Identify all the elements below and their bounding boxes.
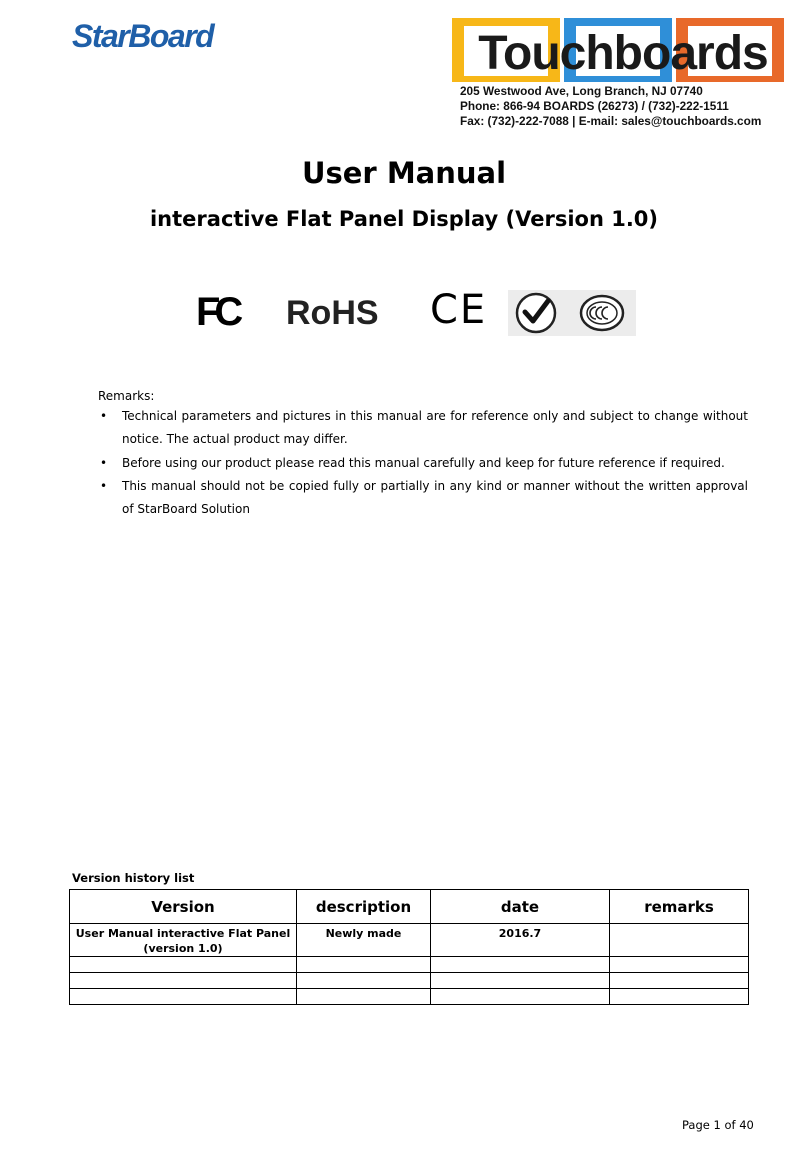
remark-text: This manual should not be copied fully or partially in any kind or manner without the written approval of StarBoard Solution <box>122 479 748 516</box>
remark-item <box>100 405 748 451</box>
phone-line: Phone: 866-94 BOARDS (26273) / (732)-222-1511 <box>460 99 729 113</box>
table-row-empty <box>70 957 749 973</box>
column-header-remarks: remarks <box>610 890 749 924</box>
table-row-empty <box>70 973 749 989</box>
table-row <box>70 924 749 957</box>
address-line: 205 Westwood Ave, Long Branch, NJ 07740 <box>460 84 703 98</box>
remark-item <box>100 475 748 521</box>
touchboards-logo <box>446 14 800 86</box>
table-cell-remarks <box>610 924 749 957</box>
remark-text: Technical parameters and pictures in this manual are for reference only and subject to change without notice. The actual product may differ. <box>122 409 748 446</box>
remark-item <box>100 452 748 475</box>
check-seal-icon <box>517 294 555 332</box>
column-header-version: Version <box>70 890 297 924</box>
table-cell-version: User Manual interactive Flat Panel (version 1.0) <box>70 924 297 957</box>
table-header-row <box>70 890 749 924</box>
contact-address-block <box>460 84 761 129</box>
version-history-table <box>69 889 749 1005</box>
table-cell <box>297 973 431 989</box>
table-cell <box>297 989 431 1005</box>
remarks-label: Remarks: <box>98 389 155 403</box>
table-cell <box>610 989 749 1005</box>
page-number: Page 1 of 40 <box>682 1118 754 1132</box>
fcc-icon: FC <box>196 290 238 334</box>
certification-seals-icon <box>508 290 636 336</box>
table-row-empty <box>70 989 749 1005</box>
starboard-logo: StarBoard <box>72 18 214 54</box>
rohs-icon: RoHS <box>286 294 379 332</box>
table-cell <box>431 957 610 973</box>
page-title: User Manual <box>301 156 507 190</box>
table-cell <box>431 973 610 989</box>
touchboards-logo-text: Touchboards <box>478 27 768 80</box>
bullet-icon: • <box>100 479 108 493</box>
table-cell-description: Newly made <box>297 924 431 957</box>
page-subtitle: interactive Flat Panel Display (Version 1.0) <box>149 207 659 231</box>
table-cell <box>610 973 749 989</box>
fax-email-line: Fax: (732)-222-7088 | E-mail: sales@touchboards.com <box>460 114 762 128</box>
remark-text: Before using our product please read this manual carefully and keep for future reference if required. <box>122 456 725 470</box>
table-cell-date: 2016.7 <box>431 924 610 957</box>
table-cell <box>610 957 749 973</box>
ccc-seal-icon <box>581 296 623 330</box>
column-header-description: description <box>297 890 431 924</box>
table-cell <box>70 989 297 1005</box>
table-cell <box>297 957 431 973</box>
bullet-icon: • <box>100 409 108 423</box>
version-history-label: Version history list <box>72 871 195 885</box>
table-cell <box>70 957 297 973</box>
column-header-date: date <box>431 890 610 924</box>
ce-icon: CE <box>430 287 488 333</box>
table-cell <box>70 973 297 989</box>
table-cell <box>431 989 610 1005</box>
bullet-icon: • <box>100 456 108 470</box>
